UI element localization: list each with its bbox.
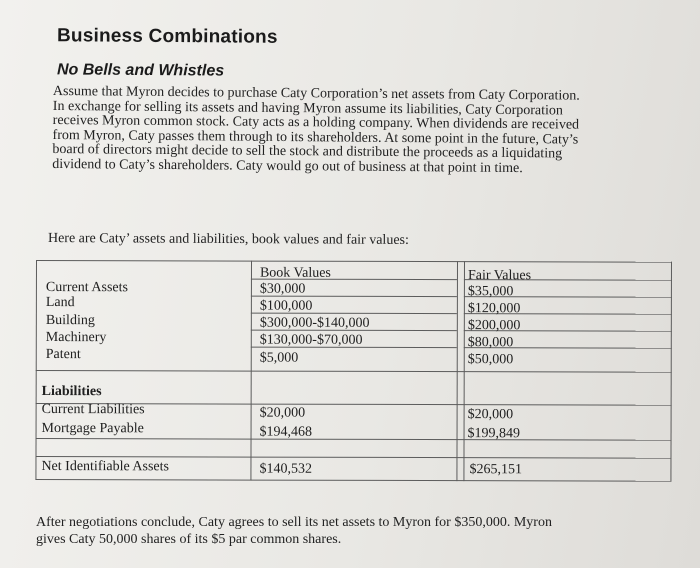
row-label: Net Identifiable Assets [41,459,170,475]
row-label: Building [45,313,95,329]
fair-value: $199,849 [467,426,521,442]
intro-line: board of directors might decide to sell the stock and distribute the proceeds as a liquidating [52,142,563,162]
book-value: $140,532 [259,461,312,477]
book-value: $130,000-$70,000 [259,332,363,348]
row-label: Machinery [45,330,107,346]
row-label: Land [45,295,75,311]
intro-line: receives Myron common stock. Caty acts as a holding company. When dividends are received [52,113,580,133]
closing-paragraph [36,514,676,548]
closing-line: After negotiations conclude, Caty agrees to sell its net assets to Myron for $350,000. Myron [36,515,552,530]
fair-value: $200,000 [467,318,521,334]
book-value: $194,468 [259,424,313,440]
table-rule [36,438,672,441]
book-value: $5,000 [259,350,299,366]
table-border-top [36,260,672,263]
fair-value: $80,000 [467,335,514,351]
fair-value: $50,000 [467,352,514,368]
closing-line: gives Caty 50,000 shares of its $5 par common shares. [36,532,342,547]
book-value: $100,000 [259,298,313,314]
row-label: Patent [45,347,81,363]
table-border-bottom [35,479,671,482]
book-value: $300,000-$140,000 [259,315,370,331]
page-title: Business Combinations [56,25,278,48]
fair-value: $120,000 [467,301,521,317]
table-intro: Here are Caty’ assets and liabilities, book values and fair values: [47,231,409,248]
fair-value: $35,000 [467,284,514,300]
book-value: $20,000 [259,405,306,421]
liabilities-heading: Liabilities [41,384,102,400]
table-border-right [670,262,672,482]
intro-line: In exchange for selling its assets and having Myron assume its liabilities, Caty Corporation [52,98,564,119]
column-header-fair: Fair Values [467,268,532,284]
intro-line: dividend to Caty’s shareholders. Caty would go out of business at that point in time. [52,156,523,177]
intro-line: Assume that Myron decides to purchase Caty Corporation’s net assets from Caty Corporation. [52,84,580,104]
book-value: $30,000 [259,281,306,297]
intro-line: from Myron, Caty passes them through to its shareholders. At some point in the future, Caty’s [52,127,579,148]
row-label: Current Liabilities [41,402,145,418]
fair-value: $20,000 [467,407,514,423]
section-subtitle: No Bells and Whistles [56,61,225,80]
fair-value: $265,151 [469,462,522,478]
intro-paragraph [52,85,653,178]
row-label: Mortgage Payable [41,421,144,437]
column-header-book: Book Values [259,265,331,281]
row-label: Current Assets [45,280,129,296]
table-rule [36,370,672,373]
values-table [35,260,672,482]
